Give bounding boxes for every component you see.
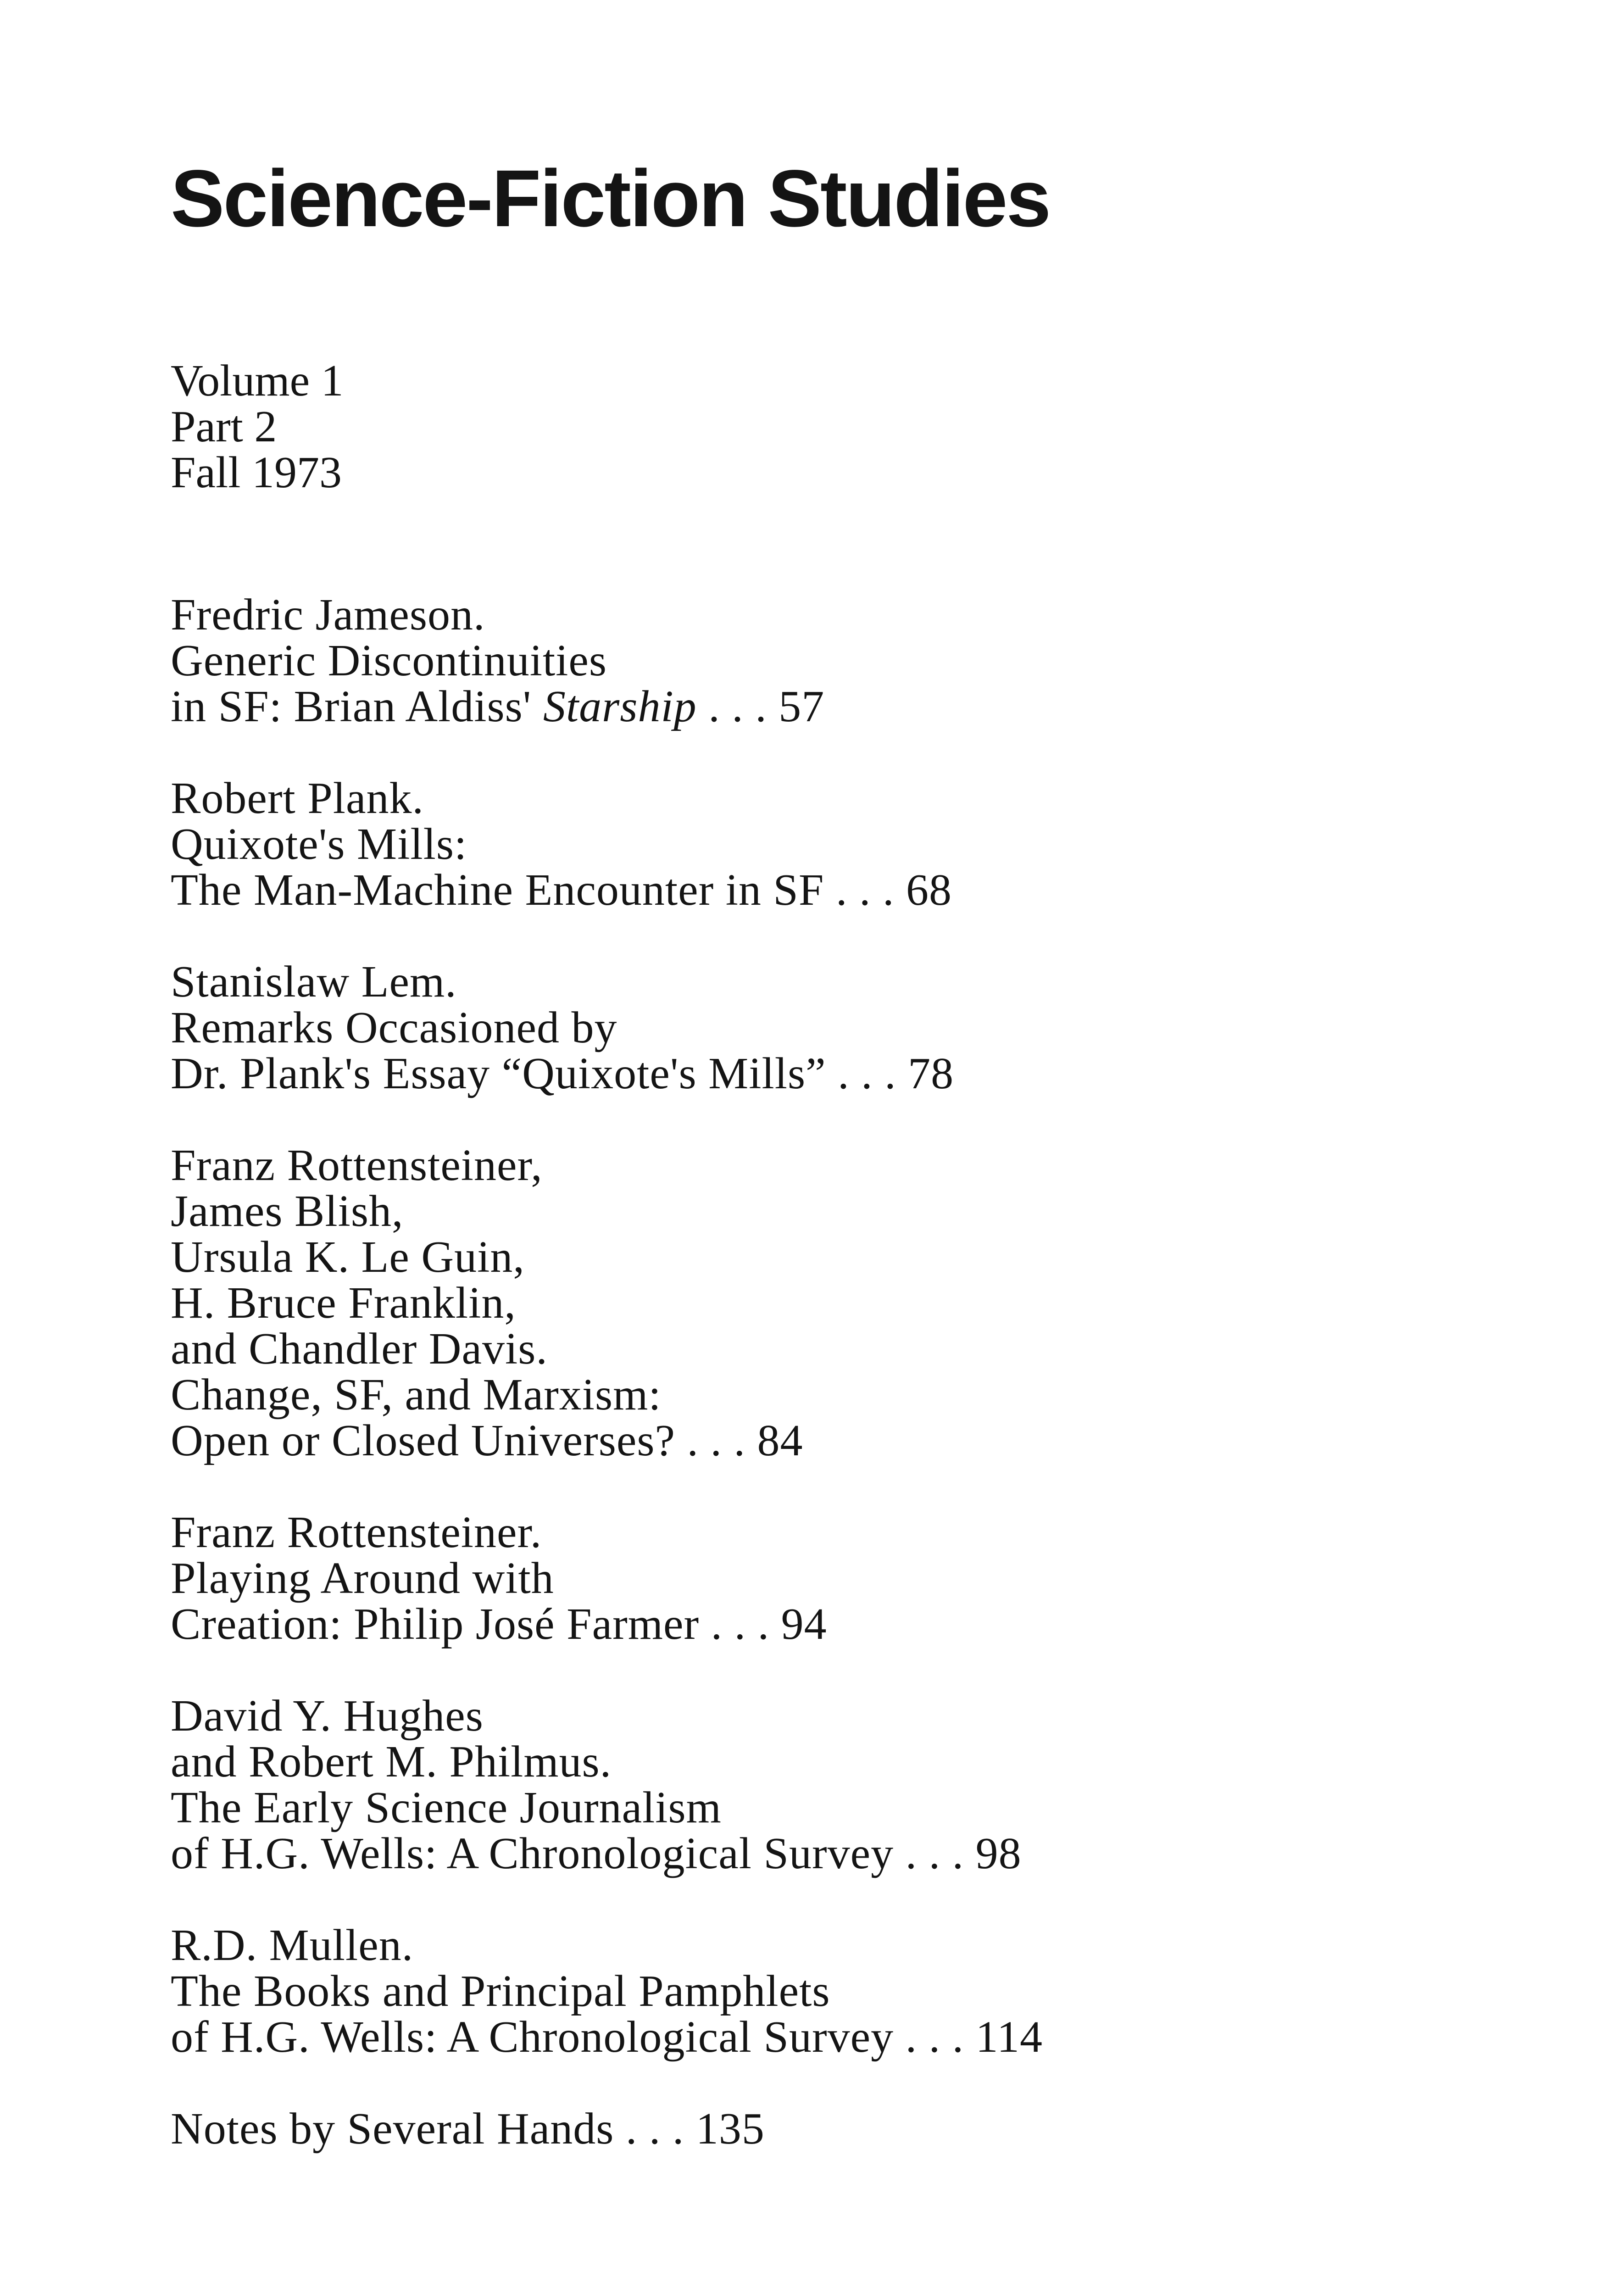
entry-author: Robert Plank. xyxy=(171,774,424,823)
entry-title: Remarks Occasioned by xyxy=(171,1003,617,1052)
entry-title: Change, SF, and Marxism: xyxy=(171,1370,662,1420)
entry-author: Fredric Jameson. xyxy=(171,590,485,640)
entry-author: Franz Rottensteiner. xyxy=(171,1508,542,1557)
entry-title: The Books and Principal Pamphlets xyxy=(171,1966,830,2016)
entry-page-number: 84 xyxy=(757,1416,803,1465)
contents-entry xyxy=(171,592,1043,729)
entry-title: Playing Around with xyxy=(171,1553,554,1603)
entry-title: Generic Discontinuities xyxy=(171,636,607,685)
issue-part: Part 2 xyxy=(171,402,277,451)
entry-title-last-line xyxy=(171,867,1043,913)
entry-author: James Blish, xyxy=(171,1186,404,1236)
contents-entry xyxy=(171,1922,1043,2060)
entry-title: Quixote's Mills: xyxy=(171,819,467,869)
entry-title-last-line xyxy=(171,684,1043,729)
entry-title-text: Dr. Plank's Essay “Quixote's Mills” xyxy=(171,1049,826,1098)
entry-title-last-line xyxy=(171,1418,1043,1464)
entry-title-last-line xyxy=(171,1051,1043,1097)
entry-author: Stanislaw Lem. xyxy=(171,957,457,1007)
entry-title-text: in SF: Brian Aldiss' xyxy=(171,682,543,731)
dot-leader: . . . xyxy=(894,1829,976,1878)
entry-title-last-line xyxy=(171,1831,1043,1876)
dot-leader: . . . xyxy=(699,1599,781,1649)
entry-title-text: Notes by Several Hands xyxy=(171,2104,614,2154)
entry-title-text: Open or Closed Universes? xyxy=(171,1416,676,1465)
entry-page-number: 98 xyxy=(975,1829,1022,1878)
dot-leader: . . . xyxy=(826,1049,908,1098)
dot-leader: . . . xyxy=(824,865,906,915)
dot-leader: . . . xyxy=(696,682,779,731)
issue-season: Fall 1973 xyxy=(171,448,342,497)
entry-author: R.D. Mullen. xyxy=(171,1921,414,1970)
entry-author: Ursula K. Le Guin, xyxy=(171,1232,525,1282)
entry-author: and Chandler Davis. xyxy=(171,1324,548,1374)
entry-title-last-line xyxy=(171,2014,1043,2060)
contents-entry xyxy=(171,1142,1043,1464)
entry-page-number: 94 xyxy=(781,1599,827,1649)
entry-title-text: of H.G. Wells: A Chronological Survey xyxy=(171,1829,894,1878)
entry-author: Franz Rottensteiner, xyxy=(171,1141,543,1190)
contents-entry xyxy=(171,1693,1043,1876)
dot-leader: . . . xyxy=(675,1416,757,1465)
entry-title: The Early Science Journalism xyxy=(171,1783,722,1832)
entry-page-number: 135 xyxy=(695,2104,765,2154)
entry-page-number: 114 xyxy=(975,2012,1043,2062)
entry-title-text: of H.G. Wells: A Chronological Survey xyxy=(171,2012,894,2062)
table-of-contents xyxy=(171,592,1043,2198)
entry-author: H. Bruce Franklin, xyxy=(171,1278,516,1328)
contents-entry xyxy=(171,959,1043,1097)
journal-title: Science-Fiction Studies xyxy=(171,154,1050,244)
entry-title-last-line xyxy=(171,1601,1043,1647)
entry-title-text: Creation: Philip José Farmer xyxy=(171,1599,700,1649)
entry-page-number: 57 xyxy=(779,682,825,731)
issue-info xyxy=(171,358,344,496)
entry-page-number: 68 xyxy=(906,865,952,915)
contents-entry xyxy=(171,775,1043,913)
dot-leader: . . . xyxy=(614,2104,696,2154)
entry-title-last-line xyxy=(171,2106,1043,2152)
contents-entry xyxy=(171,2106,1043,2152)
contents-entry xyxy=(171,1509,1043,1647)
entry-author: and Robert M. Philmus. xyxy=(171,1737,612,1787)
entry-page-number: 78 xyxy=(908,1049,954,1098)
entry-author: David Y. Hughes xyxy=(171,1691,484,1741)
issue-volume: Volume 1 xyxy=(171,356,344,406)
entry-title-italic: Starship xyxy=(543,682,697,731)
entry-title-text: The Man-Machine Encounter in SF xyxy=(171,865,824,915)
dot-leader: . . . xyxy=(894,2012,976,2062)
